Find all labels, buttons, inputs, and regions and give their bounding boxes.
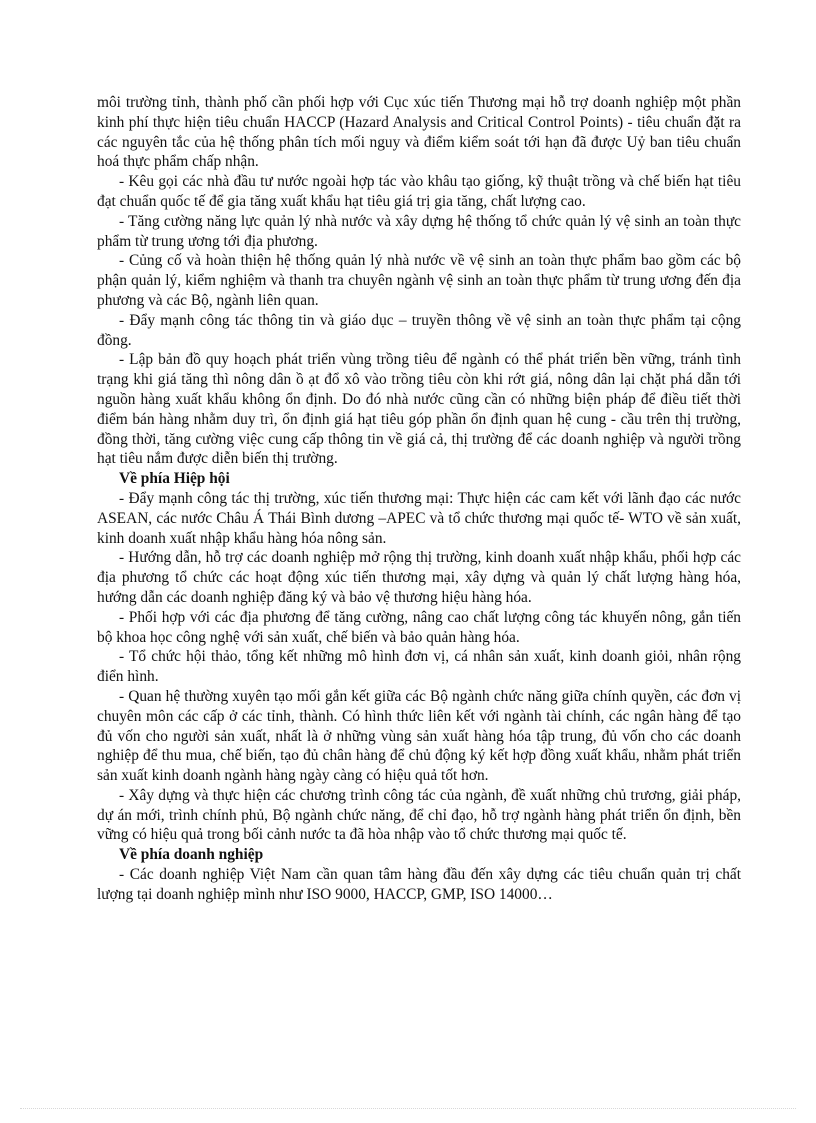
paragraph-extension: - Phối hợp với các địa phương để tăng cường, nâng cao chất lượng công tác khuyến nông, gắn tiến bộ khoa học công nghệ với sản xuất, chế biến và bảo quản hàng hóa.	[97, 608, 741, 646]
paragraph-workshops: - Tổ chức hội thảo, tổng kết những mô hình đơn vị, cá nhân sản xuất, kinh doanh giỏi, nhân rộng điển hình.	[97, 648, 741, 686]
paragraph-coordination: - Quan hệ thường xuyên tạo mối gắn kết giữa các Bộ ngành chức năng giữa chính quyền, các đơn vị chuyên môn các cấp ở các tỉnh, thành. Có hình thức liên kết với ngành tài chính, các ngân hàng để tạo đủ vốn cho người sản xuất, nhất là ở những vùng sản xuất hàng hóa tập trung, đủ vốn cho các doanh nghiệp để thu mua, chế biến, tạo đủ chân hàng để chủ động ký kết hợp đồng xuất khẩu, nhằm phát triển sản xuất kinh doanh ngành hàng ngày càng có hiệu quả tốt hơn.	[97, 687, 741, 785]
paragraph-trade-promotion: - Đẩy mạnh công tác thị trường, xúc tiến thương mại: Thực hiện các cam kết với lãnh đạo các nước ASEAN, các nước Châu Á Thái Bình dương –APEC và tổ chức thương mại quốc tế- WTO về sản xuất, kinh doanh xuất nhập khẩu hàng hóa nông sản.	[97, 489, 741, 547]
paragraph-foreign-investors: - Kêu gọi các nhà đầu tư nước ngoài hợp tác vào khâu tạo giống, kỹ thuật trồng và chế biến hạt tiêu đạt chuẩn quốc tế để gia tăng xuất khẩu hạt tiêu giá trị gia tăng, chất lượng cao.	[97, 173, 741, 210]
paragraph-planning-map: - Lập bản đồ quy hoạch phát triển vùng trồng tiêu để ngành có thể phát triển bền vững, tránh tình trạng khi giá tăng thì nông dân ồ ạt đổ xô vào trồng tiêu còn khi rớt giá, nông dân lại chặt phá dẫn tới nguồn hàng xuất khẩu không ổn định. Do đó nhà nước cũng cần có những biện pháp để điều tiết thời điểm bán hàng nhằm duy trì, ổn định giá hạt tiêu góp phần ổn định quan hệ cung - cầu trên thị trường, đồng thời, tăng cường việc cung cấp thông tin về giá cả, thị trường để các doanh nghiệp và người trồng hạt tiêu nắm được diễn biến thị trường.	[97, 351, 741, 468]
paragraph-quality-standards: - Các doanh nghiệp Việt Nam cần quan tâm hàng đầu đến xây dựng các tiêu chuẩn quản trị chất lượng tại doanh nghiệp mình như ISO 9000, HACCP, GMP, ISO 14000…	[97, 866, 741, 903]
heading-association: Về phía Hiệp hội	[119, 470, 230, 488]
paragraph-haccp: môi trường tỉnh, thành phố cần phối hợp với Cục xúc tiến Thương mại hỗ trợ doanh nghiệp một phần kinh phí thực hiện tiêu chuẩn HACCP (Hazard Analysis and Critical Control Points) - tiêu chuẩn đặt ra các nguyên tắc của hệ thống phân tích mối nguy và điểm kiểm soát tới hạn đã được Uỷ ban tiêu chuẩn hoá thực phẩm chấp nhận.	[97, 94, 741, 171]
paragraph-programs: - Xây dựng và thực hiện các chương trình công tác của ngành, đề xuất những chủ trương, giải pháp, dự án mới, trình chính phủ, Bộ ngành chức năng, để chỉ đạo, hỗ trợ ngành hàng phát triển ổn định, bền vững có hiệu quả trong bối cảnh nước ta đã hòa nhập vào tổ chức thương mại quốc tế.	[97, 786, 741, 844]
document-page	[97, 93, 741, 905]
paragraph-market-guidance: - Hướng dẫn, hỗ trợ các doanh nghiệp mở rộng thị trường, kinh doanh xuất nhập khẩu, phối hợp các địa phương tổ chức các hoạt động xúc tiến thương mại, xây dựng và quản lý chất lượng hàng hóa, hướng dẫn các doanh nghiệp đăng ký và bảo vệ thương hiệu hàng hóa.	[97, 549, 741, 606]
paragraph-food-safety-system: - Củng cố và hoàn thiện hệ thống quản lý nhà nước về vệ sinh an toàn thực phẩm bao gồm các bộ phận quản lý, kiểm nghiệm và thanh tra chuyên ngành vệ sinh an toàn thực phẩm từ trung ương đến địa phương và các Bộ, ngành liên quan.	[97, 252, 741, 309]
paragraph-communication: - Đẩy mạnh công tác thông tin và giáo dục – truyền thông về vệ sinh an toàn thực phẩm tại cộng đồng.	[97, 311, 741, 349]
paragraph-state-management: - Tăng cường năng lực quản lý nhà nước và xây dựng hệ thống tổ chức quản lý vệ sinh an toàn thực phẩm từ trung ương tới địa phương.	[97, 212, 741, 250]
page-bottom-rule	[20, 1108, 796, 1109]
heading-enterprise: Về phía doanh nghiệp	[119, 846, 264, 864]
